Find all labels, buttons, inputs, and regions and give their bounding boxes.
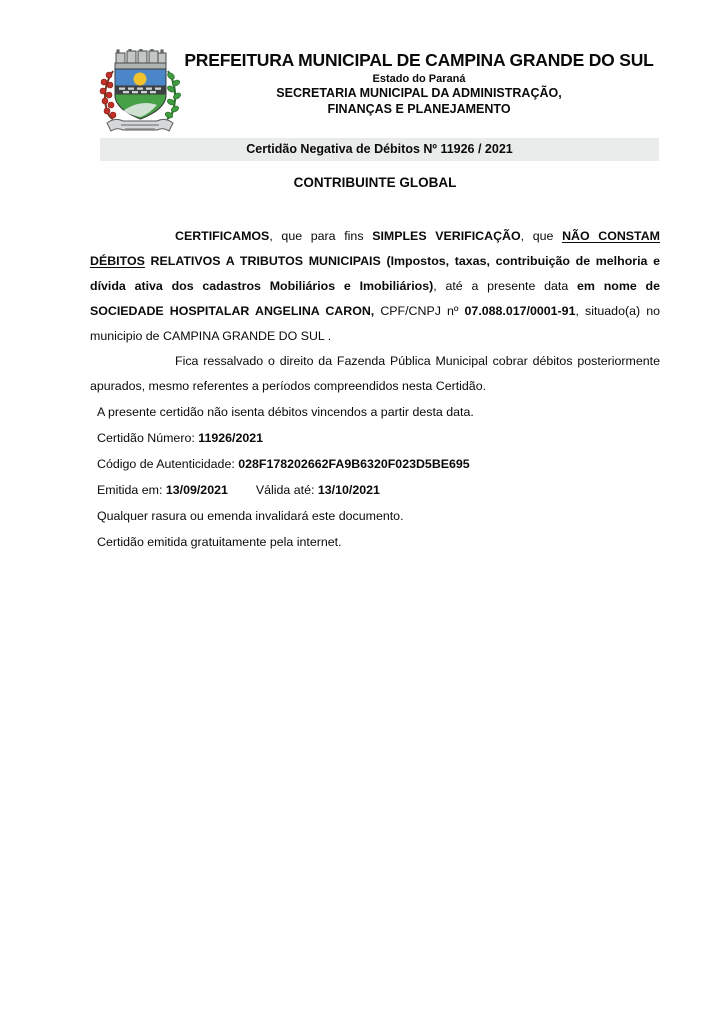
text-segment: A presente certidão não isenta débitos vincendos a partir desta data. (97, 405, 474, 419)
issue-validity-dates (97, 482, 660, 499)
text-segment: Emitida em: (97, 483, 166, 497)
internet-issuance-note (97, 534, 660, 551)
secretariat-line-2: FINANÇAS E PLANEJAMENTO (327, 101, 511, 116)
certificate-number (97, 430, 660, 447)
certification-paragraph (90, 224, 660, 349)
text-segment: 11926/2021 (198, 431, 264, 445)
secretariat-line-1: SECRETARIA MUNICIPAL DA ADMINISTRAÇÃO, (276, 86, 562, 100)
text-segment: Código de Autenticidade: (97, 457, 239, 471)
text-segment: NÃO CONSTAM DÉBITOS (90, 229, 660, 268)
certificate-body (90, 224, 660, 560)
text-segment: em nome de SOCIEDADE HOSPITALAR ANGELINA CARON, (90, 279, 660, 318)
text-segment: , que para fins (269, 229, 373, 243)
text-segment: 13/10/2021 (317, 483, 380, 497)
municipal-coat-of-arms-icon (99, 49, 181, 143)
certificate-details (97, 404, 660, 551)
certificate-title-banner: Certidão Negativa de Débitos Nº 11926 / 2021 (100, 138, 659, 161)
text-segment: 07.088.017/0001-91 (464, 304, 576, 318)
text-segment: , até a presente data (433, 279, 578, 293)
reservation-paragraph (90, 349, 660, 399)
text-segment: CPF/CNPJ nº (374, 304, 465, 318)
text-segment: Certidão Número: (97, 431, 199, 445)
text-segment: Válida até: (255, 483, 318, 497)
no-exemption-note (97, 404, 660, 421)
text-segment: , situado(a) no municipio de CAMPINA GRANDE DO SUL . (90, 304, 660, 343)
text-segment: Certidão emitida gratuitamente pela internet. (97, 535, 342, 549)
coat-of-arms-graphic (99, 49, 181, 143)
text-segment: , que (520, 229, 563, 243)
text-segment: 13/09/2021 (165, 483, 228, 497)
text-segment: RELATIVOS A TRIBUTOS MUNICIPAIS (Impostos, taxas, contribuição de melhoria e dívida ativa dos cadastros Mobiliários e Imobiliários) (90, 254, 660, 293)
state-subtitle: Estado do Paraná (372, 73, 466, 85)
text-segment: SIMPLES VERIFICAÇÃO (372, 229, 521, 243)
text-segment: CERTIFICAMOS (175, 229, 270, 243)
tamper-warning (97, 508, 660, 525)
taxpayer-scope-title: CONTRIBUINTE GLOBAL (293, 175, 457, 190)
text-segment: Qualquer rasura ou emenda invalidará este documento. (97, 509, 404, 523)
text-segment: Fica ressalvado o direito da Fazenda Pública Municipal cobrar débitos posteriormente apurados, mesmo referentes a períodos compreendidos nesta Certidão. (90, 354, 660, 393)
text-segment: 028F178202662FA9B6320F023D5BE695 (238, 457, 470, 471)
authenticity-code (97, 456, 660, 473)
document-header (172, 50, 666, 117)
municipality-title: PREFEITURA MUNICIPAL DE CAMPINA GRANDE DO SUL (184, 50, 654, 70)
